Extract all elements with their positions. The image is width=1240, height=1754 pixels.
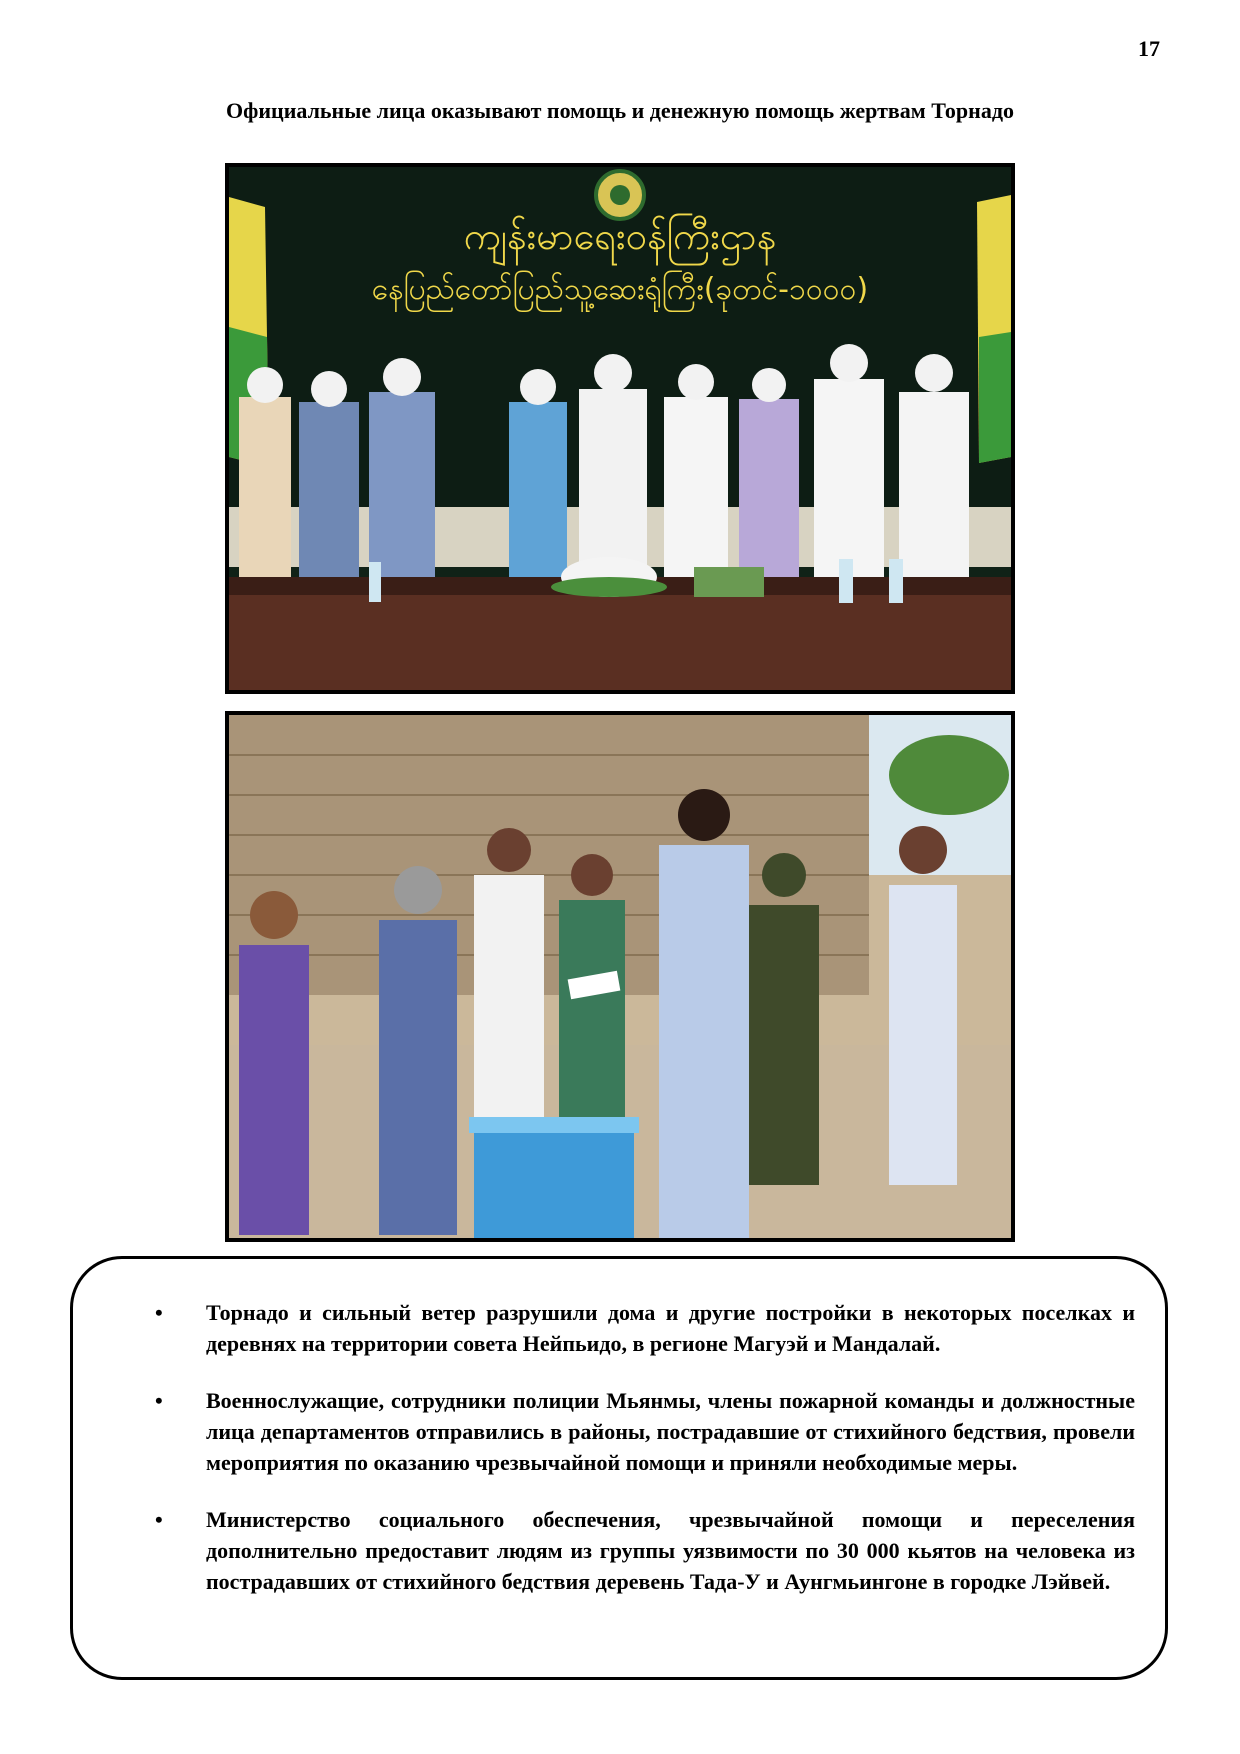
caption-box: [70, 1256, 1168, 1680]
page-number: 17: [1138, 36, 1160, 61]
bullet-item: • Министерство социального обеспечения, чрезвычайной помощи и переселения дополнительно предоставит людям из группы уязвимости по 30 000 кьятов на человека из пострадавших от стихийного бедствия деревень Тада-У и Аунгмьингоне в городке Лэйвей.: [135, 1504, 1135, 1597]
photo-village-aid: [225, 711, 1015, 1242]
bullet-list: [135, 1297, 1135, 1623]
bullet-item: • Торнадо и сильный ветер разрушили дома и другие постройки в некоторых поселках и деревнях на территории совета Нейпьидо, в регионе Магуэй и Мандалай.: [135, 1297, 1135, 1359]
banner-line-1: ကျန်းမာရေးဝန်ကြီးဌာန: [463, 214, 777, 258]
photo-village-aid-illustration: [229, 715, 1011, 1238]
page-title: Официальные лица оказывают помощь и денежную помощь жертвам Торнадо: [226, 98, 1014, 123]
banner-line-2: နေပြည်တော်ပြည်သူ့ဆေးရုံကြီး(ခုတင်-၁၀၀၀): [371, 272, 869, 307]
photo-ceremony-illustration: [229, 167, 1011, 690]
bullet-item: • Военнослужащие, сотрудники полиции Мьянмы, члены пожарной команды и должностные лица департаментов отправились в районы, пострадавшие от стихийного бедствия, провели мероприятия по оказанию чрезвычайной помощи и приняли необходимые меры.: [135, 1385, 1135, 1478]
photo-ceremony: [225, 163, 1015, 694]
